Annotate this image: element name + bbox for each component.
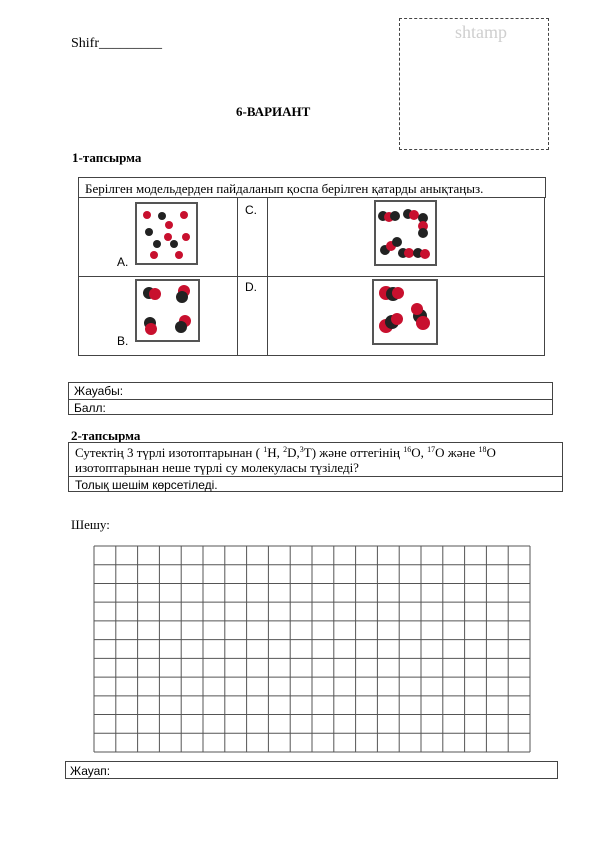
score-field[interactable]: Балл: (69, 399, 552, 415)
option-a-label[interactable]: A. (117, 255, 129, 269)
diatomic-molecules-diagram (137, 281, 198, 340)
solution-grid[interactable] (93, 545, 531, 758)
diatomic-molecules-diagram (374, 281, 436, 343)
option-c-label[interactable]: C. (245, 203, 257, 217)
task1-options-table (78, 197, 545, 356)
option-b-model[interactable] (135, 279, 200, 342)
variant-title: 6-ВАРИАНТ (236, 104, 311, 119)
triatomic-molecules-diagram (376, 202, 435, 264)
solution-label: Шешу: (71, 517, 110, 532)
task2-title: 2-тапсырма (71, 428, 141, 443)
option-d-label[interactable]: D. (245, 280, 257, 294)
task2-table (68, 442, 563, 492)
final-answer-field[interactable]: Жауап: (65, 761, 558, 779)
task1-answer-table (68, 382, 553, 415)
option-c-model[interactable] (374, 200, 437, 266)
task2-question: Сутектің 3 түрлі изотоптарынан ( $^1$H, $^2$D,$^3$T) және оттегінің $^{16}$O, $^{17}$O және $^{18}$O изотоптарынан неше түрлі су молекуласы түзіледі? (75, 445, 496, 475)
atoms-diagram (137, 204, 196, 263)
task1-title: 1-тапсырма (72, 150, 142, 165)
grid-lines (93, 545, 531, 753)
answer-field[interactable]: Жауабы: (74, 384, 124, 398)
option-d-model[interactable] (372, 279, 438, 345)
option-b-label[interactable]: B. (117, 334, 129, 348)
task2-note: Толық шешім көрсетіледі. (69, 476, 562, 492)
shifr-field[interactable]: Shifr_________ (71, 36, 162, 51)
table-divider (79, 276, 544, 277)
task1-instruction: Берілген модельдерден пайдаланып қоспа берілген қатарды анықтаңыз. (78, 177, 546, 198)
stamp-label: shtamp (455, 22, 507, 42)
option-a-model[interactable] (135, 202, 198, 265)
